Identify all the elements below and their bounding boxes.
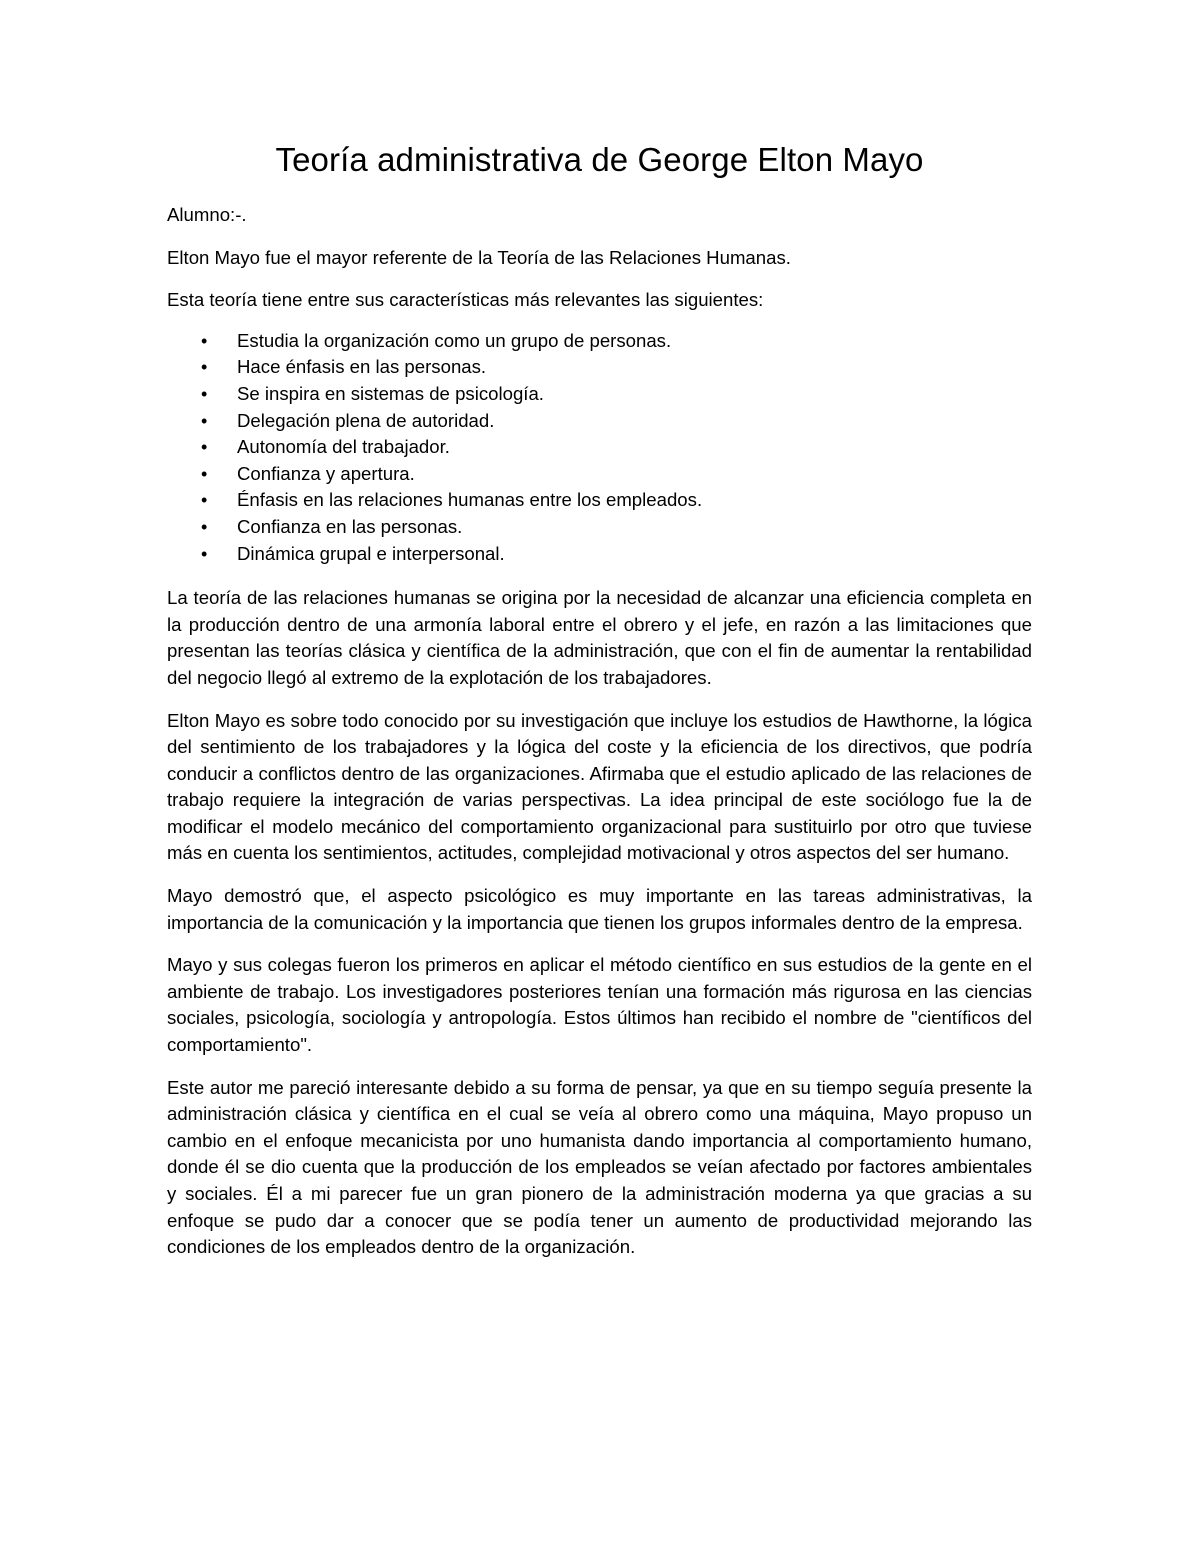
list-item-text: Se inspira en sistemas de psicología. xyxy=(237,382,544,404)
bullet-icon: • xyxy=(201,330,208,351)
list-item-text: Estudia la organización como un grupo de personas. xyxy=(237,329,672,351)
bullet-icon: • xyxy=(201,383,208,404)
body-paragraph-origin: La teoría de las relaciones humanas se origina por la necesidad de alcanzar una eficiencia completa en la producción dentro de una armonía laboral entre el obrero y el jefe, en razón a las limitaciones que presentan las teorías clásica y científica de la administración, que con el fin de aumentar la rentabilidad del negocio llegó al extremo de la explotación de los trabajadores. xyxy=(167,587,1032,688)
student-line: Alumno:-. xyxy=(167,204,247,225)
list-item xyxy=(167,381,1032,408)
list-item-text: Hace énfasis en las personas. xyxy=(237,356,487,378)
list-item xyxy=(167,461,1032,488)
list-item xyxy=(167,354,1032,381)
list-item-text: Énfasis en las relaciones humanas entre los empleados. xyxy=(237,489,703,511)
list-intro: Esta teoría tiene entre sus características más relevantes las siguientes: xyxy=(167,289,764,311)
bullet-icon: • xyxy=(201,516,208,537)
body-paragraph-research: Elton Mayo es sobre todo conocido por su investigación que incluye los estudios de Hawthorne, la lógica del sentimiento de los trabajadores y la lógica del coste y la eficiencia de los directivos, que podría conducir a conflictos dentro de las organizaciones. Afirmaba que el estudio aplicado de las relaciones de trabajo requiere la integración de varias perspectivas. La idea principal de este sociólogo fue la de modificar el modelo mecánico del comportamiento organizacional para sustituirlo por otro que tuviese más en cuenta los sentimientos, actitudes, complejidad motivacional y otros aspectos del ser humano. xyxy=(167,709,1032,864)
list-item-text: Delegación plena de autoridad. xyxy=(237,409,495,431)
document-title: Teoría administrativa de George Elton Mayo xyxy=(275,141,924,178)
list-item-text: Dinámica grupal e interpersonal. xyxy=(237,542,505,564)
list-item-text: Autonomía del trabajador. xyxy=(237,436,450,458)
list-item xyxy=(167,541,1032,568)
list-item xyxy=(167,328,1032,355)
characteristics-list xyxy=(167,328,1032,567)
list-item xyxy=(167,514,1032,541)
bullet-icon: • xyxy=(201,357,208,378)
body-paragraph-opinion: Este autor me pareció interesante debido a su forma de pensar, ya que en su tiempo seguía presente la administración clásica y científica en el cual se veía al obrero como una máquina, Mayo propuso un cambio en el enfoque mecanicista por uno humanista dando importancia al comportamiento humano, donde él se dio cuenta que la producción de los empleados se veían afectado por factores ambientales y sociales. Él a mi parecer fue un gran pionero de la administración moderna ya que gracias a su enfoque se pudo dar a conocer que se podía tener un aumento de productividad mejorando las condiciones de los empleados dentro de la organización. xyxy=(167,1076,1032,1258)
intro-paragraph: Elton Mayo fue el mayor referente de la Teoría de las Relaciones Humanas. xyxy=(167,246,791,268)
bullet-icon: • xyxy=(201,437,208,458)
body-paragraph-psychology: Mayo demostró que, el aspecto psicológico es muy importante en las tareas administrativas, la importancia de la comunicación y la importancia que tienen los grupos informales dentro de la empresa. xyxy=(167,885,1032,933)
body-paragraph-scientific-method: Mayo y sus colegas fueron los primeros en aplicar el método científico en sus estudios de la gente en el ambiente de trabajo. Los investigadores posteriores tenían una formación más rigurosa en las ciencias sociales, psicología, sociología y antropología. Estos últimos han recibido el nombre de "científicos del comportamiento". xyxy=(167,954,1032,1056)
bullet-icon: • xyxy=(201,463,208,484)
list-item-text: Confianza en las personas. xyxy=(237,515,463,537)
bullet-icon: • xyxy=(201,410,208,431)
list-item-text: Confianza y apertura. xyxy=(237,462,415,484)
list-item xyxy=(167,434,1032,461)
list-item xyxy=(167,487,1032,514)
document-page xyxy=(167,140,1032,1277)
bullet-icon: • xyxy=(201,490,208,511)
list-item xyxy=(167,408,1032,435)
bullet-icon: • xyxy=(201,543,208,564)
